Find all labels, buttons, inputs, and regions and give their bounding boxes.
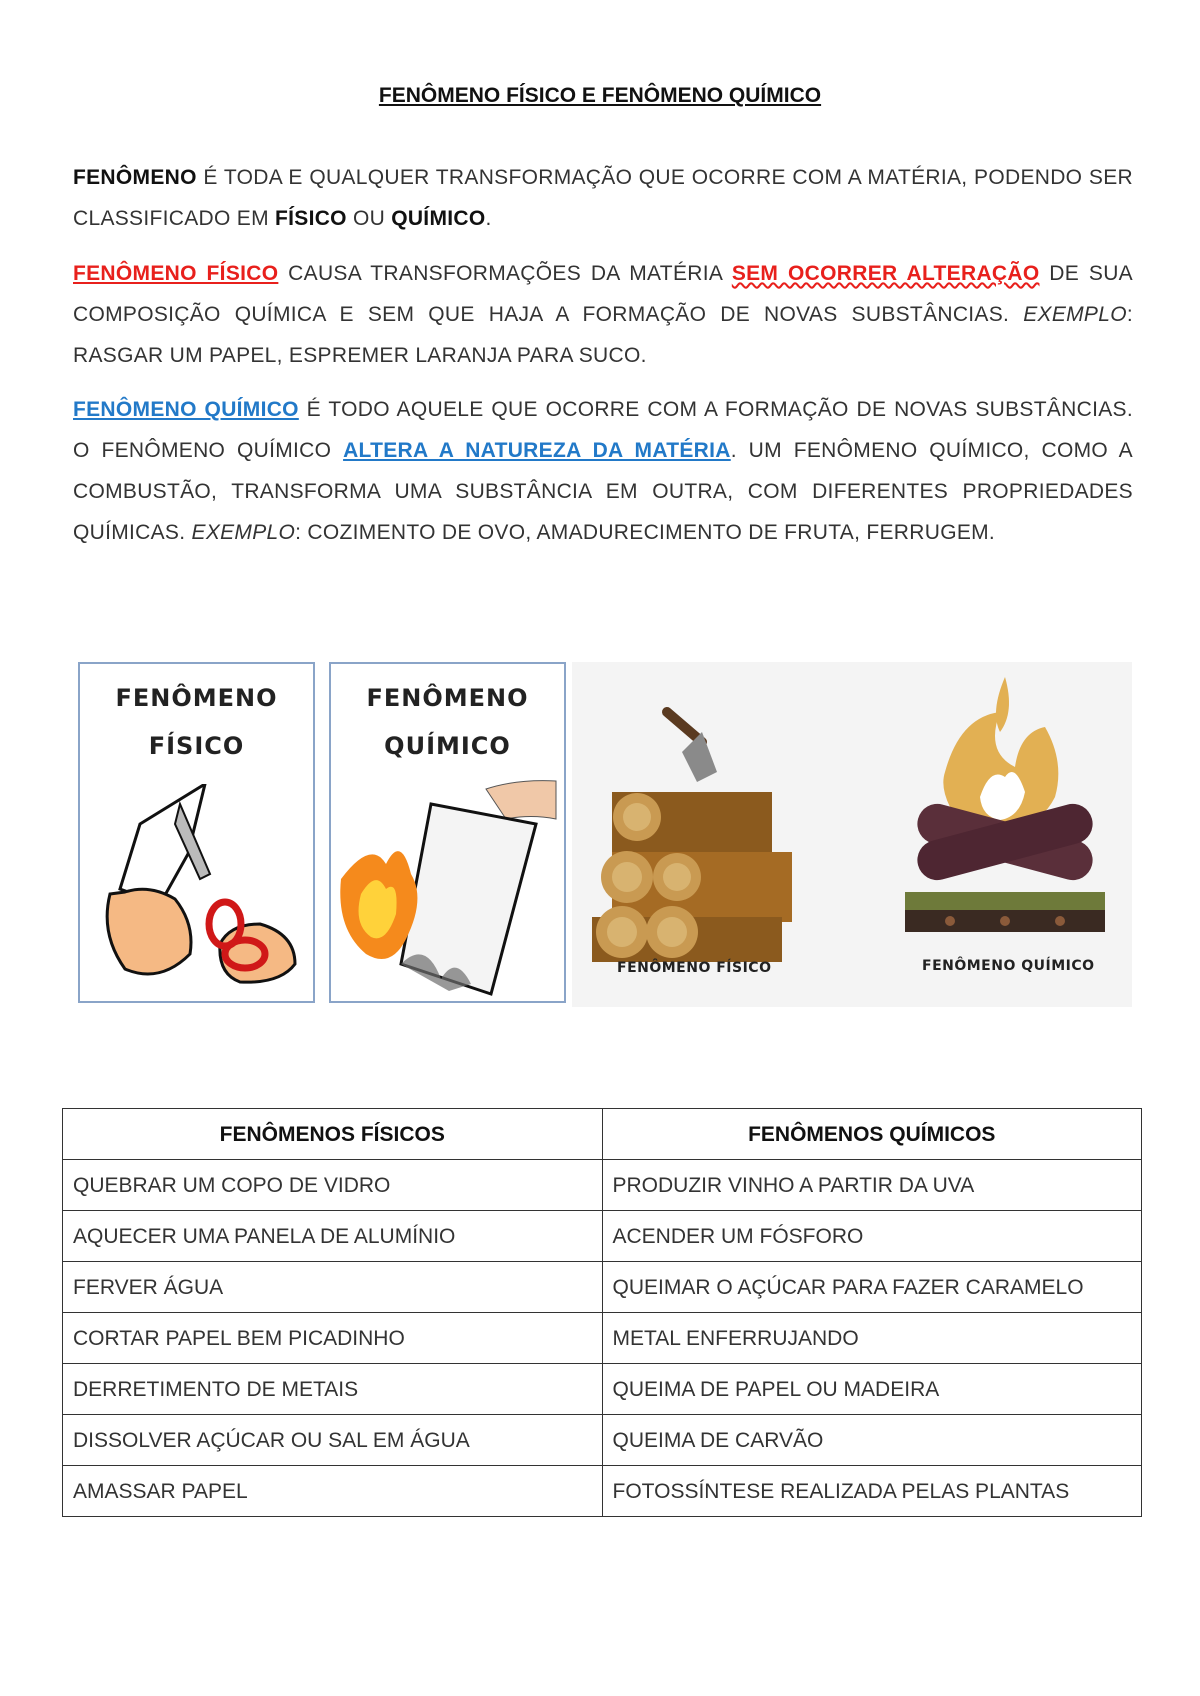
- table-header-row: [63, 1109, 1142, 1160]
- card3-right-label: FENÔMENO QUÍMICO: [922, 958, 1095, 974]
- page-title: FENÔMENO FÍSICO E FENÔMENO QUÍMICO: [378, 84, 822, 107]
- cell-quimico: FOTOSSÍNTESE REALIZADA PELAS PLANTAS: [602, 1466, 1142, 1517]
- cell-quimico: QUEIMA DE PAPEL OU MADEIRA: [602, 1364, 1142, 1415]
- card1-line1: FENÔMENO: [115, 684, 278, 712]
- intro-quimico: QUÍMICO: [391, 207, 486, 230]
- fisico-exemplo: EXEMPLO: [1023, 303, 1127, 326]
- scissors-cutting-paper-illustration: [80, 784, 313, 984]
- cell-quimico: QUEIMA DE CARVÃO: [602, 1415, 1142, 1466]
- intro-ou: OU: [346, 207, 392, 230]
- cell-fisico: QUEBRAR UM COPO DE VIDRO: [63, 1160, 603, 1211]
- quimico-text3: : COZIMENTO DE OVO, AMADURECIMENTO DE FRUTA, FERRUGEM.: [295, 521, 996, 544]
- table-row: [63, 1262, 1142, 1313]
- fisico-paragraph: [73, 253, 1133, 376]
- table-row: [63, 1160, 1142, 1211]
- burning-paper-illustration: [331, 779, 564, 999]
- campfire-illustration: [890, 672, 1120, 952]
- cell-quimico: QUEIMAR O AÇÚCAR PARA FAZER CARAMELO: [602, 1262, 1142, 1313]
- quimico-exemplo: EXEMPLO: [191, 521, 296, 544]
- cell-quimico: METAL ENFERRUJANDO: [602, 1313, 1142, 1364]
- intro-text: É TODA E QUALQUER TRANSFORMAÇÃO QUE OCORRE COM A MATÉRIA, PODENDO SER CLASSIFICADO EM: [73, 166, 1133, 230]
- card2-line2: QUÍMICO: [384, 732, 511, 760]
- fisico-text1: CAUSA TRANSFORMAÇÕES DA MATÉRIA: [278, 262, 732, 285]
- card2-line1: FENÔMENO: [366, 684, 529, 712]
- quimico-term: FENÔMENO QUÍMICO: [73, 398, 299, 421]
- log-pile-illustration: [582, 702, 802, 962]
- card3-left-label: FENÔMENO FÍSICO: [617, 960, 772, 976]
- fenomeno-quimico-card: [329, 662, 566, 1003]
- fisico-text3: : RASGAR UM PAPEL, ESPREMER LARANJA PARA SUCO.: [73, 303, 1133, 367]
- cell-quimico: PRODUZIR VINHO A PARTIR DA UVA: [602, 1160, 1142, 1211]
- quimico-text1: É TODO AQUELE QUE OCORRE COM A FORMAÇÃO DE NOVAS SUBSTÂNCIAS. O FENÔMENO QUÍMICO: [73, 398, 1133, 462]
- fisico-text2: DE SUA COMPOSIÇÃO QUÍMICA E SEM QUE HAJA A FORMAÇÃO DE NOVAS SUBSTÂNCIAS.: [73, 262, 1133, 326]
- cell-fisico: AMASSAR PAPEL: [63, 1466, 603, 1517]
- header-fisicos: FENÔMENOS FÍSICOS: [63, 1109, 603, 1160]
- table-row: [63, 1466, 1142, 1517]
- quimico-paragraph: [73, 389, 1133, 553]
- fenomenos-table: [62, 1108, 1142, 1517]
- cell-fisico: CORTAR PAPEL BEM PICADINHO: [63, 1313, 603, 1364]
- table-row: [63, 1211, 1142, 1262]
- cell-fisico: DERRETIMENTO DE METAIS: [63, 1364, 603, 1415]
- fisico-highlight: SEM OCORRER ALTERAÇÃO: [731, 262, 1040, 285]
- cell-fisico: DISSOLVER AÇÚCAR OU SAL EM ÁGUA: [63, 1415, 603, 1466]
- table-row: [63, 1415, 1142, 1466]
- intro-paragraph: [73, 157, 1133, 239]
- logs-vs-fire-card: [572, 662, 1132, 1007]
- table-row: [63, 1313, 1142, 1364]
- fenomeno-fisico-card: [78, 662, 315, 1003]
- intro-term: FENÔMENO: [73, 166, 197, 189]
- intro-end: .: [485, 207, 492, 230]
- cell-fisico: FERVER ÁGUA: [63, 1262, 603, 1313]
- intro-fisico: FÍSICO: [275, 207, 347, 230]
- fisico-term: FENÔMENO FÍSICO: [73, 262, 279, 285]
- table-row: [63, 1364, 1142, 1415]
- cell-fisico: AQUECER UMA PANELA DE ALUMÍNIO: [63, 1211, 603, 1262]
- header-quimicos: FENÔMENOS QUÍMICOS: [602, 1109, 1142, 1160]
- quimico-text2: . UM FENÔMENO QUÍMICO, COMO A COMBUSTÃO, TRANSFORMA UMA SUBSTÂNCIA EM OUTRA, COM DIFERENTES PROPRIEDADES QUÍMICAS.: [73, 439, 1133, 544]
- cell-quimico: ACENDER UM FÓSFORO: [602, 1211, 1142, 1262]
- quimico-highlight: ALTERA A NATUREZA DA MATÉRIA: [343, 439, 731, 462]
- card1-line2: FÍSICO: [148, 732, 245, 760]
